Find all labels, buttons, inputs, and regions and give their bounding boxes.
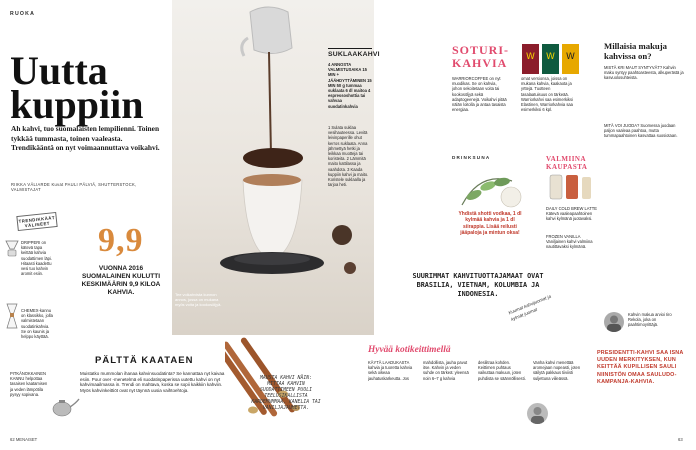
svg-text:W: W bbox=[566, 52, 575, 62]
dripper-icon bbox=[4, 236, 20, 263]
valmiina-item-1: DAILY COLD BREW LATTE Kätevä vaaleapaahtoinen kahvi kylmänä juotavaksi. bbox=[546, 206, 597, 222]
valmiina-box bbox=[546, 155, 601, 255]
taste-title: Millaisia makuja kahvissa on? bbox=[604, 41, 667, 61]
byline: RIIKKA VÄLIARDE Kuvat PAULI PÄLVIÄ, SHUTTERSTOCK, VALMISTAJAT bbox=[11, 182, 137, 192]
recipe-column bbox=[328, 48, 380, 284]
taste-q1: MISTÄ KRI MAUT SYNTYVÄT? Kahvin maku syntyy paahtoasteesta, alkuperästä ja kasvuolosuhteista. bbox=[604, 65, 684, 81]
spice-note: MAUSTA KAHVI NÄIN: MITTAA KAHVIN SUODATTIMEEN PUOLI TEELUSIKALLISTA KARDEMUMMAA, KANELIA TAI VANILJAJAUHETTA. bbox=[251, 376, 321, 411]
headline: Uutta kuppiin bbox=[10, 48, 144, 127]
drinks-text: Yhdistä shotti vodkaa, 1 dl kylmää kahvia ja 1 dl siirappia. Lisää reilusti jääpaloja ja mintun oksa! bbox=[458, 211, 522, 237]
section-title-kotikeitin: Hyvää kotikeittimellä bbox=[368, 345, 451, 355]
drinks-illustration bbox=[452, 167, 522, 217]
recipe-title: SUKLAAKAHVI bbox=[328, 51, 380, 58]
callout: PRESIDENTTI-KAHVI SAA ISNA UUDEN MERKITYKSEN, KUN KEITTÄÄ KUPILLISEN SAULI NIINISTÖN OMAA SAULUDO-KAMPANJA-KAHVIA. bbox=[597, 350, 684, 385]
deck: Ah kahvi, tuo suomalaisten lempilienni. Toinen tykkää tummasta, toinen vaaleasta. Trendikääntä on nyt voimaannuttava voikahvi. bbox=[11, 124, 160, 152]
trend-item-dripper: DRIPPERI on kätevä tapa keittää kahvia suodattimen läpi. Hitaasti kaadettu vesi tuo kahvin aromit esiin. bbox=[21, 240, 52, 277]
chemex-icon bbox=[4, 302, 20, 335]
svg-text:W: W bbox=[526, 52, 535, 62]
kettle-icon bbox=[48, 395, 80, 422]
valmiina-products bbox=[546, 173, 601, 206]
trend-item-kettle: PITKÄNOKKAINEN KANNU helpottaa tasaisen kaatamisen ja veden lämpötila pysyy sopivana. bbox=[10, 371, 48, 397]
valmiina-title: VALMIINA KAUPASTA bbox=[546, 155, 588, 171]
subhead: PÄLTTÄ KAATAEN bbox=[95, 355, 194, 366]
valmiina-item-2: FROZEN VANILLA Vaniljainen kahvi valmiina nautittavaksi kylmänä. bbox=[546, 234, 593, 250]
svg-text:W: W bbox=[546, 52, 555, 62]
trend-box-label: TRENDIKKÄÄT VÄLINEET bbox=[18, 214, 56, 228]
drinks-label: DRINKSUNA bbox=[452, 155, 491, 160]
soturi-col-2: omat versionsa, joissa on mukana kahvia, kaakaota ja yrttejä. Tuotteen tasalaatuisuus on tärkeää. Warriorkahvi saa esimerkiksi Elastinen, Warriorkahvia saa esimerkiksi 6 kpl. bbox=[521, 76, 573, 113]
right-folio: 63 bbox=[678, 437, 683, 442]
expert-photo bbox=[604, 312, 624, 332]
taste-q2: MITÄ VOI JUODA? Suomessa juodaan paljon vaaleaa paahtoa, mutta tummapaahtoinen kasvattaa suosiotaan. bbox=[604, 123, 678, 139]
pull-quote: SUURIMMAT KAHVITUOTTAJAMAAT OVAT BRASILIA, VIETNAM, KOLUMBIA JA INDONESIA. bbox=[412, 272, 544, 298]
recipe-method: 1 Sulata suklaa vesihauteessa. Levitä leivinpaperille ohut kerros suklaata. Anna jähmettyä hetki ja leikkaa muotteja tai koristeita. 2 Lämmitä maito kattilassa ja vaahdota. 3 Kaada kuppiin kahvi ja maito. Koristele suklaalla ja tarjoa heti. bbox=[328, 125, 369, 188]
recipe-ingredients: 4 ANNOSTA VALMISTUSAIKA 15 MIN + JÄÄHDYTTÄMINEN 15 MIN 50 g tummaa suklaata 6 dl maitoa 4 espressoshottia tai vahvaa suodatinkahvia bbox=[328, 62, 372, 109]
expert-caption: Kahvin makua arvioi Iiro Rekola, joka on paahtimoyrittäjä. bbox=[628, 312, 672, 328]
left-folio: 62 MENAISET bbox=[10, 437, 38, 442]
section-kicker: RUOKA bbox=[10, 11, 36, 17]
soturi-title: SOTURI-KAHVIA bbox=[452, 43, 510, 70]
trend-box-label-wrap bbox=[16, 212, 57, 231]
expert-photo-avatar bbox=[527, 403, 548, 424]
big-stat-number: 9,9 bbox=[98, 222, 144, 259]
hero-photo-caption: Tee voikahvista kunnon annos, jossa on mukana myös voita ja kookosöljyä. bbox=[175, 292, 222, 307]
trend-item-chemex: CHEMEX-kannu on klassikko, jolla valmistetaan suodatinkahvia. Se on kaunis ja helppo käyttää. bbox=[21, 308, 53, 340]
drinks-card bbox=[452, 155, 525, 255]
body-text: Muistatko mummolan ihanaa kahvinsuodatinta? Se kannattaa nyt kaivaa esiin. Pour over -menetelmä eli suodatinpaperissa uutettu kahvi on nyt kahvimaailmassa in. Trendi on mahtava, koska se sopii kaikkiin kahviin. Myös kahvinkeittiöt ovat nyt täynnä uusia vaihtoehtoja. bbox=[80, 371, 225, 394]
kotikeitin-text: KÄYTÄ LAADUKASTA kahvia ja tuoretta kahvia sekä oikeaa jauhatuskarkeutta. Jos mahdollista, jauha pavut itse. Kahvin ja veden suhde on tärkeä: yleensä noin 6–7 g kahvia desilitraa kohden. Keittimen puhtaus vaikuttaa makuun, joten puhdista se säännöllisesti. Vanha kahvi menettää aromejaan nopeasti, joten säilytä pakkaus tiiviisti suljettuna viileässä. bbox=[368, 360, 581, 381]
warrior-product-packs bbox=[520, 42, 580, 76]
taste-sidebar bbox=[604, 42, 686, 272]
stat-text: VUONNA 2016 SUOMALAINEN KULUTTI KESKIMÄÄRIN 9,9 KILOA KAHVIA. bbox=[81, 265, 161, 296]
soturi-col-1: WARRIORCOFFEE on nyt muodikas. Se on kahvia, johon sekoitetaan voita tai kookosöljyä sekä adaptogeenejä. Voikahvi pitää nälän loitolla ja antaa tasaista energiaa. bbox=[452, 76, 507, 113]
handwritten-note: Kuumat kahvijuomat ja kylmät juomat bbox=[507, 293, 552, 322]
